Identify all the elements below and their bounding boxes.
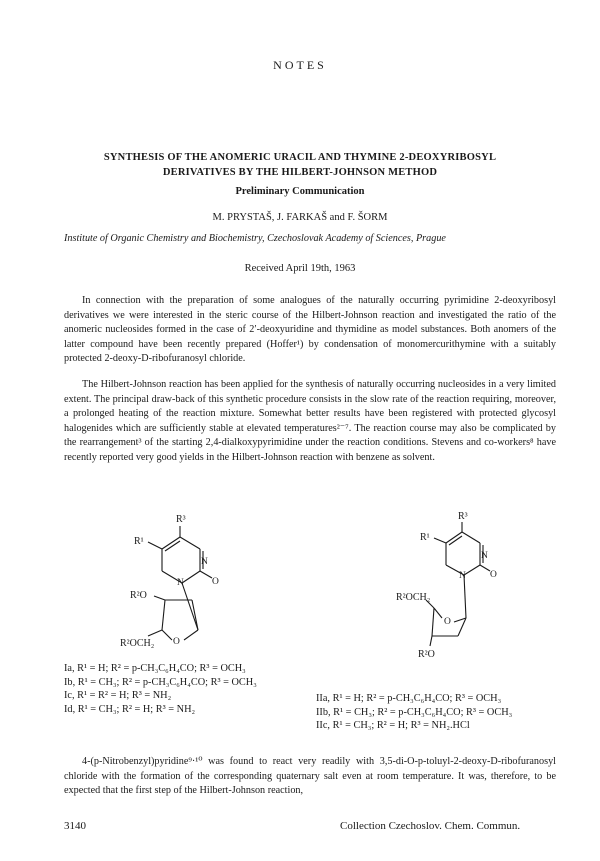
- label-r2o: R²O: [130, 590, 147, 601]
- structure-II-diagram: [396, 512, 546, 662]
- label-n-ring: N: [459, 571, 466, 581]
- compound-IIc: IIc, R¹ = CH₃; R² = H; R³ = NH₂.HCl: [316, 720, 470, 732]
- label-o-carbonyl: O: [212, 577, 219, 587]
- compound-Ia: Ia, R¹ = H; R² = p-CH₃C₆H₄CO; R³ = OCH₃: [64, 663, 246, 674]
- label-r1: R¹: [134, 536, 144, 547]
- title-line-2: DERIVATIVES BY THE HILBERT-JOHNSON METHOD: [162, 167, 438, 178]
- section-heading: NOTES: [273, 58, 327, 72]
- label-n-top: N: [481, 551, 488, 561]
- compound-Ib: Ib, R¹ = CH₃; R² = p-CH₃C₆H₄CO; R³ = OCH₃: [64, 676, 257, 688]
- institution: Institute of Organic Chemistry and Biochemistry, Czechoslovak Academy of Sciences, Prague: [64, 233, 446, 244]
- label-r2o: R²O: [418, 649, 435, 660]
- compound-Id: Id, R¹ = CH₃; R² = H; R³ = NH₂: [64, 703, 196, 715]
- compound-list-II: [316, 692, 512, 733]
- label-r3: R³: [176, 514, 186, 525]
- author-list: M. PRYSTAŠ, J. FARKAŠ and F. ŠORM: [212, 212, 388, 223]
- compound-Ic: Ic, R¹ = R² = H; R³ = NH₂: [64, 690, 172, 702]
- label-o-sugar: O: [444, 617, 451, 627]
- paragraph-2: The Hilbert-Johnson reaction has been applied for the synthesis of naturally occurring nucleosides in a very limited extent. The principal draw-back of this synthetic procedure consists in the slow rate of the reaction requiring, moreover, a prolonged heating of the reaction mixture. Somewhat better results have been registered with protected glycosyl halogenides which are sufficiently stable at elevated temperatures²⁻⁷. The reaction course may also be complicated by the rearrangement³ of the starting 2,4-dialkoxypyrimidine under the reaction conditions. Stevens and co-workers⁸ have recently reported very good yields in the Hilbert-Johnson reaction with benzene as solvent.: [64, 379, 556, 463]
- label-n-top: N: [201, 557, 208, 567]
- article-title: [0, 150, 600, 180]
- journal-name: Collection Czechoslov. Chem. Commun.: [340, 820, 521, 832]
- compound-IIa: IIa, R¹ = H; R² = p-CH₃C₆H₄CO; R³ = OCH₃: [316, 693, 502, 704]
- article-subtitle: Preliminary Communication: [235, 186, 365, 197]
- label-n-ring: N: [177, 578, 184, 588]
- label-o-carbonyl: O: [490, 570, 497, 580]
- label-r2och2: R²OCH₂: [120, 638, 155, 649]
- paragraph-1: In connection with the preparation of some analogues of the naturally occurring pyrimidine 2-deoxyribosyl derivatives we were interested in the steric course of the Hilbert-Johnson reaction and investigated the ratio of the anomeric nucleosides formed in the case of 2′-deoxyuridine and thymidine as model substances. Both anomers of the latter compound have been recently prepared (Hoffer¹) by condensation of monomercurithymine with a suitably protected 2-deoxy-D-ribofuranosyl chloride.: [64, 295, 556, 365]
- label-o-sugar: O: [173, 637, 180, 647]
- title-line-1: SYNTHESIS OF THE ANOMERIC URACIL AND THYMINE 2-DEOXYRIBOSYL: [103, 152, 497, 163]
- received-date: Received April 19th, 1963: [244, 263, 356, 274]
- structure-I-diagram: [120, 512, 270, 662]
- label-r2och2: R²OCH₂: [396, 592, 431, 603]
- label-r3: R³: [458, 512, 468, 522]
- compound-list-I: [64, 662, 257, 716]
- label-r1: R¹: [420, 532, 430, 543]
- compound-IIb: IIb, R¹ = CH₃; R² = p-CH₃C₆H₄CO; R³ = OCH₃: [316, 706, 513, 718]
- page-number: 3140: [64, 820, 86, 832]
- paragraph-3: 4-(p-Nitrobenzyl)pyridine⁹·¹⁰ was found to react very readily with 3,5-di-O-p-toluyl-2-deoxy-D-ribofuranosyl chloride with the formation of the corresponding quaternary salt even at room temperature. It was, therefore, to be expected that the first step of the Hilbert-Johnson reaction,: [64, 756, 556, 797]
